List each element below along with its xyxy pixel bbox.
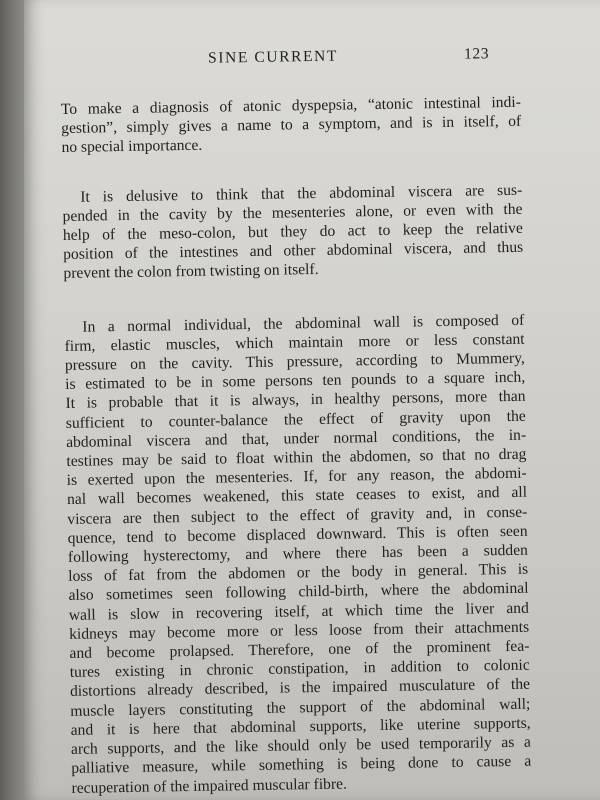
text-line: palliative measure, while something is being done to cause a xyxy=(71,752,532,778)
text-line: no special importance. xyxy=(61,137,203,157)
paragraph-atonic-dyspepsia xyxy=(61,93,522,158)
text-line: arch supports, and the like should only be used temporarily as a xyxy=(70,733,532,759)
text-line: prevent the colon from twisting on itself. xyxy=(63,261,319,283)
text-line: position of the intestines and other abdominal viscera, and thus xyxy=(63,238,524,264)
text-line: To make a diagnosis of atonic dyspepsia, “atonic intestinal indi- xyxy=(60,93,521,118)
text-line: loss of fat from the abdomen or the body in general. This is xyxy=(68,560,529,586)
paragraph-abdominal-viscera xyxy=(62,180,523,283)
paragraph-abdominal-wall xyxy=(64,310,531,797)
text-line: kidneys may become more or less loose from their attachments xyxy=(69,618,530,643)
text-line: is estimated to be in some persons ten pounds to a square inch, xyxy=(65,368,526,394)
text-line: viscera are then subject to the effect of gravity and, in conse- xyxy=(67,503,528,528)
book-page xyxy=(24,0,600,800)
text-line: and become prolapsed. Therefore, one of the prominent fea- xyxy=(69,637,530,663)
text-line: help of the meso-colon, but they do act to keep the relative xyxy=(62,219,523,244)
text-line: pressure on the cavity. This pressure, according to Mummery, xyxy=(64,349,526,374)
page-number: 123 xyxy=(463,45,490,63)
text-line: In a normal individual, the abdominal wall is composed of xyxy=(82,311,525,336)
text-line: muscle layers constituting the support of the abdominal wall; xyxy=(70,695,531,720)
text-line: nal wall becomes weakened, this state ceases to exist, and all xyxy=(66,484,528,509)
text-line: It is probable that it is always, in healthy persons, more than xyxy=(65,388,526,413)
text-line: firm, elastic muscles, which maintain more or less constant xyxy=(64,330,525,355)
text-line: sufficient to counter-balance the effect of gravity upon the xyxy=(65,407,526,432)
page-content xyxy=(60,45,532,798)
text-line: is exerted upon the mesenteries. If, for any reason, the abdomi- xyxy=(66,464,527,490)
text-line: following hysterectomy, and where there has been a sudden xyxy=(67,541,529,566)
text-line: abdominal viscera and that, under normal conditions, the in- xyxy=(65,426,527,451)
text-line: quence, tend to become displaced downward. This is often seen xyxy=(67,522,528,547)
text-line: pended in the cavity by the mesenteries alone, or even with the xyxy=(62,200,523,225)
text-line: distortions already described, is the impaired musculature of the xyxy=(69,676,531,701)
running-title: SINE CURRENT xyxy=(207,47,339,67)
text-line: gestion”, simply gives a name to a symptom, and is in itself, of xyxy=(61,112,522,138)
running-header xyxy=(60,45,520,74)
text-line: and it is here that abdominal supports, like uterine supports, xyxy=(70,714,531,739)
text-line: also sometimes seen following child-birth, where the abdominal xyxy=(68,580,529,605)
text-line: wall is slow in recovering itself, at which time the liver and xyxy=(68,599,529,624)
text-line: testines may be said to float within the abdomen, so that no drag xyxy=(66,445,527,470)
text-line: recuperation of the impaired muscular fibre. xyxy=(71,775,348,797)
text-line: It is delusive to think that the abdominal viscera are sus- xyxy=(80,181,523,206)
text-line: tures existing in chronic constipation, in addition to colonic xyxy=(69,656,530,682)
